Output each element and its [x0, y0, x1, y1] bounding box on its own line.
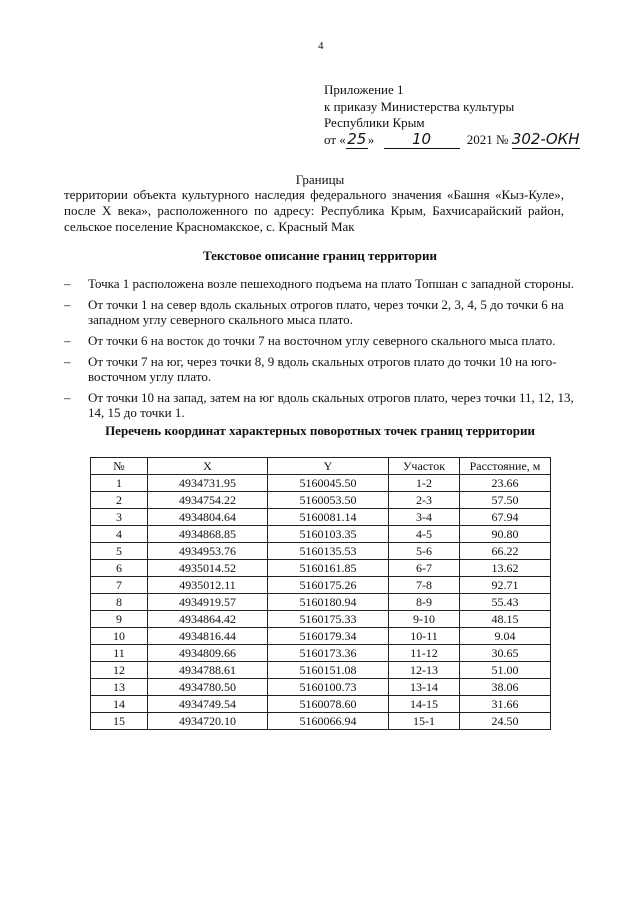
column-header-number: № — [91, 458, 148, 475]
date-prefix: от « — [324, 131, 346, 147]
column-header-segment: Участок — [389, 458, 460, 475]
cell-number: 13 — [91, 679, 148, 696]
cell-number: 5 — [91, 543, 148, 560]
table-row — [91, 679, 551, 696]
cell-number: 15 — [91, 713, 148, 730]
cell-distance: 38.06 — [460, 679, 551, 696]
cell-number: 7 — [91, 577, 148, 594]
table-row — [91, 543, 551, 560]
dash-marker: – — [64, 354, 71, 369]
cell-y: 5160103.35 — [268, 526, 389, 543]
cell-y: 5160081.14 — [268, 509, 389, 526]
table-header-row — [91, 458, 551, 475]
cell-y: 5160173.36 — [268, 645, 389, 662]
list-item-text: От точки 6 на восток до точки 7 на восточном углу северного скального мыса плато. — [88, 333, 556, 348]
boundaries-text: территории объекта культурного наследия федерального значения «Башня «Кыз-Куле», после X века», расположенного по адресу: Республика Крым, Бахчисарайский район, сельское поселение Красномакское, с. Красный Мак — [64, 187, 564, 234]
section-title-text-description: Текстовое описание границ территории — [202, 248, 438, 263]
cell-number: 2 — [91, 492, 148, 509]
column-header-distance: Расстояние, м — [460, 458, 551, 475]
dash-marker: – — [64, 333, 71, 348]
cell-x: 4934816.44 — [148, 628, 268, 645]
cell-number: 1 — [91, 475, 148, 492]
table-row — [91, 628, 551, 645]
table-row — [91, 594, 551, 611]
boundaries-title: Границы — [295, 172, 345, 187]
cell-x: 4934809.66 — [148, 645, 268, 662]
table-row — [91, 509, 551, 526]
table-row — [91, 662, 551, 679]
order-number: 302-ОКН — [511, 129, 580, 148]
cell-x: 4934754.22 — [148, 492, 268, 509]
cell-segment: 13-14 — [389, 679, 460, 696]
cell-number: 10 — [91, 628, 148, 645]
cell-distance: 92.71 — [460, 577, 551, 594]
coordinates-table-body — [91, 475, 551, 730]
table-row — [91, 713, 551, 730]
cell-y: 5160053.50 — [268, 492, 389, 509]
cell-segment: 5-6 — [389, 543, 460, 560]
cell-number: 3 — [91, 509, 148, 526]
list-item-text: От точки 10 на запад, затем на юг вдоль скальных отрогов плато, через точки 11, 12, 13, 14, 15 до точки 1. — [88, 390, 574, 420]
table-row — [91, 475, 551, 492]
date-month: 10 — [384, 133, 460, 149]
cell-x: 4934919.57 — [148, 594, 268, 611]
cell-y: 5160045.50 — [268, 475, 389, 492]
cell-segment: 15-1 — [389, 713, 460, 730]
cell-x: 4934868.85 — [148, 526, 268, 543]
table-row — [91, 577, 551, 594]
cell-segment: 12-13 — [389, 662, 460, 679]
cell-distance: 66.22 — [460, 543, 551, 560]
list-item — [64, 390, 574, 420]
cell-y: 5160066.94 — [268, 713, 389, 730]
cell-segment: 9-10 — [389, 611, 460, 628]
date-year: 2021 № — [466, 131, 509, 147]
cell-x: 4934804.64 — [148, 509, 268, 526]
appendix-line-3: Республики Крым — [324, 115, 425, 130]
list-item — [64, 354, 574, 384]
cell-number: 12 — [91, 662, 148, 679]
cell-y: 5160175.33 — [268, 611, 389, 628]
cell-distance: 48.15 — [460, 611, 551, 628]
list-item-text: Точка 1 расположена возле пешеходного подъема на плато Топшан с западной стороны. — [88, 276, 574, 291]
table-row — [91, 526, 551, 543]
cell-distance: 67.94 — [460, 509, 551, 526]
boundary-description-list — [64, 276, 574, 426]
cell-number: 8 — [91, 594, 148, 611]
cell-x: 4934720.10 — [148, 713, 268, 730]
table-row — [91, 492, 551, 509]
cell-segment: 3-4 — [389, 509, 460, 526]
cell-number: 4 — [91, 526, 148, 543]
table-row — [91, 696, 551, 713]
appendix-date-line — [324, 129, 580, 149]
cell-y: 5160179.34 — [268, 628, 389, 645]
cell-segment: 10-11 — [389, 628, 460, 645]
appendix-line-2: к приказу Министерства культуры — [324, 98, 515, 114]
cell-y: 5160135.53 — [268, 543, 389, 560]
table-row — [91, 560, 551, 577]
cell-number: 9 — [91, 611, 148, 628]
coordinates-table — [90, 457, 551, 730]
dash-marker: – — [64, 390, 71, 405]
cell-distance: 51.00 — [460, 662, 551, 679]
date-day-close: » — [367, 131, 375, 147]
cell-x: 4934864.42 — [148, 611, 268, 628]
cell-distance: 23.66 — [460, 475, 551, 492]
list-item — [64, 276, 574, 291]
page-number: 4 — [318, 40, 324, 52]
section-title-coordinates: Перечень координат характерных поворотных точек границ территории — [105, 423, 535, 438]
cell-y: 5160161.85 — [268, 560, 389, 577]
dash-marker: – — [64, 297, 71, 312]
cell-segment: 6-7 — [389, 560, 460, 577]
appendix-line-1: Приложение 1 — [324, 82, 404, 97]
cell-distance: 9.04 — [460, 628, 551, 645]
cell-distance: 13.62 — [460, 560, 551, 577]
list-item-text: От точки 7 на юг, через точки 8, 9 вдоль скальных отрогов плато до точки 10 на юго-восточном углу плато. — [88, 354, 557, 384]
cell-distance: 30.65 — [460, 645, 551, 662]
cell-segment: 14-15 — [389, 696, 460, 713]
cell-distance: 24.50 — [460, 713, 551, 730]
cell-y: 5160100.73 — [268, 679, 389, 696]
cell-segment: 8-9 — [389, 594, 460, 611]
cell-segment: 4-5 — [389, 526, 460, 543]
appendix-header — [324, 82, 580, 149]
cell-x: 4934749.54 — [148, 696, 268, 713]
cell-x: 4934780.50 — [148, 679, 268, 696]
table-row — [91, 611, 551, 628]
cell-x: 4935014.52 — [148, 560, 268, 577]
cell-x: 4934788.61 — [148, 662, 268, 679]
cell-y: 5160151.08 — [268, 662, 389, 679]
cell-number: 11 — [91, 645, 148, 662]
cell-number: 6 — [91, 560, 148, 577]
cell-distance: 90.80 — [460, 526, 551, 543]
table-row — [91, 645, 551, 662]
cell-number: 14 — [91, 696, 148, 713]
column-header-y: Y — [268, 458, 389, 475]
list-item — [64, 333, 574, 348]
cell-x: 4934731.95 — [148, 475, 268, 492]
cell-segment: 11-12 — [389, 645, 460, 662]
cell-segment: 1-2 — [389, 475, 460, 492]
cell-y: 5160180.94 — [268, 594, 389, 611]
date-day: 25 — [347, 129, 367, 148]
list-item — [64, 297, 574, 327]
cell-x: 4934953.76 — [148, 543, 268, 560]
column-header-x: X — [148, 458, 268, 475]
cell-segment: 2-3 — [389, 492, 460, 509]
list-item-text: От точки 1 на север вдоль скальных отрогов плато, через точки 2, 3, 4, 5 до точки 6 на западном углу северного скального мыса плато. — [88, 297, 564, 327]
cell-distance: 57.50 — [460, 492, 551, 509]
cell-y: 5160175.26 — [268, 577, 389, 594]
cell-x: 4935012.11 — [148, 577, 268, 594]
cell-distance: 31.66 — [460, 696, 551, 713]
cell-segment: 7-8 — [389, 577, 460, 594]
cell-y: 5160078.60 — [268, 696, 389, 713]
dash-marker: – — [64, 276, 71, 291]
cell-distance: 55.43 — [460, 594, 551, 611]
